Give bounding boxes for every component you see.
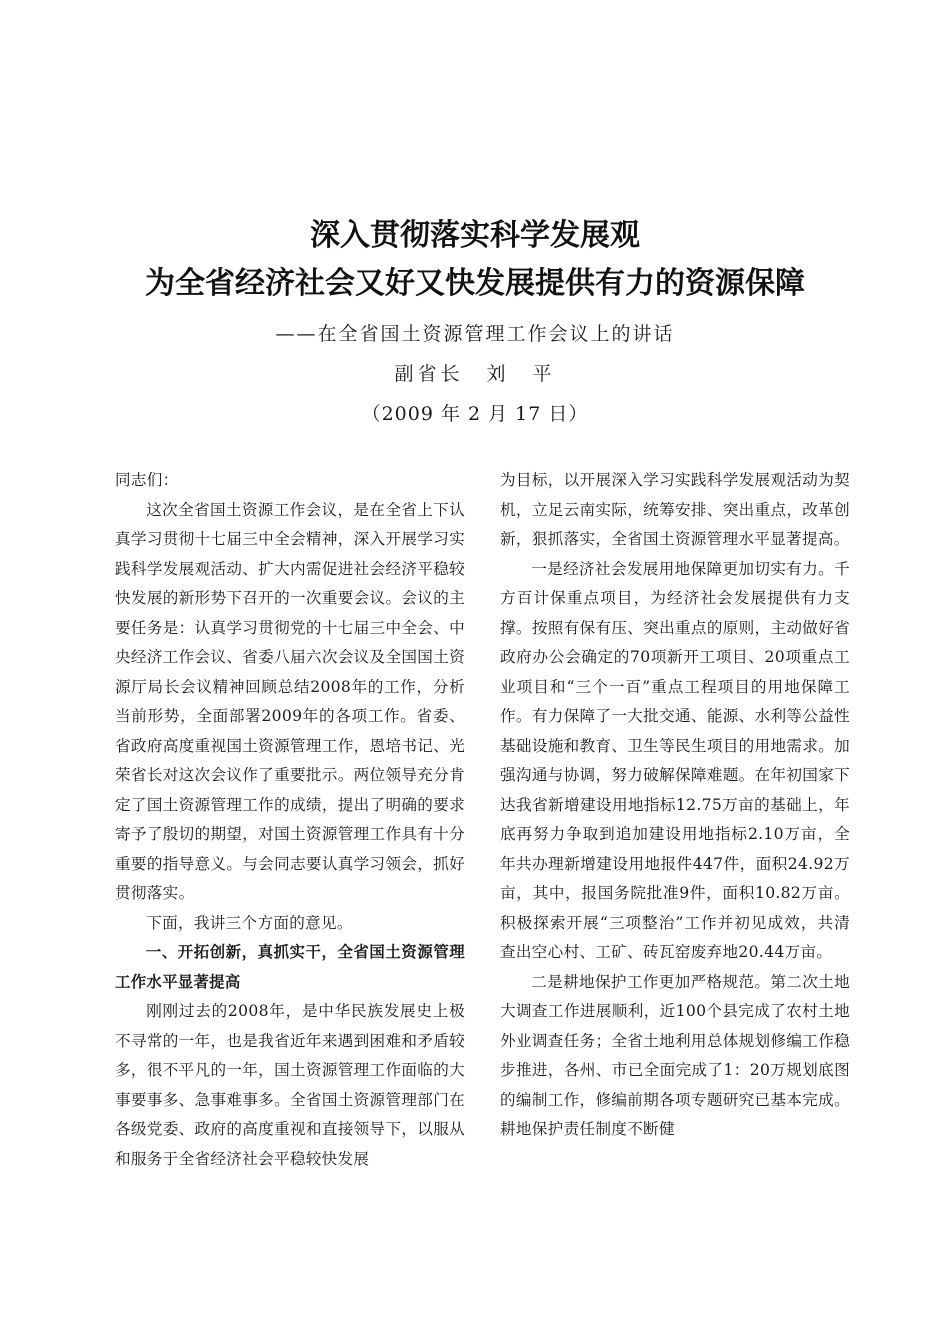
body-paragraph: 这次全省国土资源工作会议，是在全省上下认真学习贯彻十七届三中全会精神，深入开展学习实践科学发展观活动、扩大内需促进社会经济平稳较快发展的新形势下召开的一次重要会议。会议的主要任务是：认真学习贯彻党的十七届三中全会、中央经济工作会议、省委八届六次会议及全国国土资源厅局长会议精神回顾总结2008年的工作，分析当前形势，全面部署2009年的各项工作。省委、省政府高度重视国土资源管理工作，恩培书记、光荣省长对这次会议作了重要批示。两位领导充分肯定了国土资源管理工作的成绩，提出了明确的要求寄予了殷切的期望，对国土资源管理工作具有十分重要的指导意义。与会同志要认真学习领会，抓好贯彻落实。 <box>115 500 465 902</box>
section-heading: 一、开拓创新，真抓实干，全省国土资源管理工作水平显著提高 <box>115 943 465 991</box>
subtitle: ——在全省国土资源管理工作会议上的讲话 <box>275 323 675 345</box>
date-line: （2009 年 2 月 17 日） <box>361 403 589 425</box>
left-column <box>115 466 465 1174</box>
body-paragraph: 下面，我讲三个方面的意见。 <box>146 913 353 932</box>
salutation: 同志们： <box>115 471 179 489</box>
body-paragraph-continued: 为目标，以开展深入学习实践科学发展观活动为契机，立足云南实际，统筹安排、突出重点，改革创新，狠抓落实，全省国土资源管理水平显著提高。 <box>500 471 850 548</box>
main-title-line-2: 为全省经济社会又好又快发展提供有力的资源保障 <box>145 266 805 301</box>
body-paragraph: 一是经济社会发展用地保障更加切实有力。千方百计保重点项目，为经济社会发展提供有力支撑。按照有保有压、突出重点的原则，主动做好省政府办公会确定的70项新开工项目、20项重点工业项目和“三个一百”重点工程项目的用地保障工作。有力保障了一大批交通、能源、水利等公益性基础设施和教育、卫生等民生项目的用地需求。加强沟通与协调，努力破解保障难题。在年初国家下达我省新增建设用地指标12.75万亩的基础上，年底再努力争取到追加建设用地指标2.10万亩，全年共办理新增建设用地报件447件，面积24.92万亩，其中，报国务院批准9件，面积10.82万亩。积极探索开展“三项整治”工作并初见成效，共清查出空心村、工矿、砖瓦窑废弃地20.44万亩。 <box>500 559 850 961</box>
body-paragraph: 刚刚过去的2008年，是中华民族发展史上极不寻常的一年，也是我省近年来遇到困难和矛盾较多，很不平凡的一年，国土资源管理工作面临的大事要事多、急事难事多。全省国土资源管理部门在各级党委、政府的高度重视和直接领导下，以服从和服务于全省经济社会平稳较快发展 <box>115 1002 465 1168</box>
body-paragraph: 二是耕地保护工作更加严格规范。第二次土地大调查工作进展顺利，近100个县完成了农村土地外业调查任务；全省土地利用总体规划修编工作稳步推进，各州、市已全面完成了1：20万规划底图的编制工作，修编前期各项专题研究已基本完成。耕地保护责任制度不断健 <box>500 972 850 1138</box>
main-title-line-1: 深入贯彻落实科学发展观 <box>310 218 640 253</box>
author-line: 副省长 刘 平 <box>394 363 556 385</box>
right-column <box>500 466 850 1145</box>
title-block <box>0 212 950 428</box>
